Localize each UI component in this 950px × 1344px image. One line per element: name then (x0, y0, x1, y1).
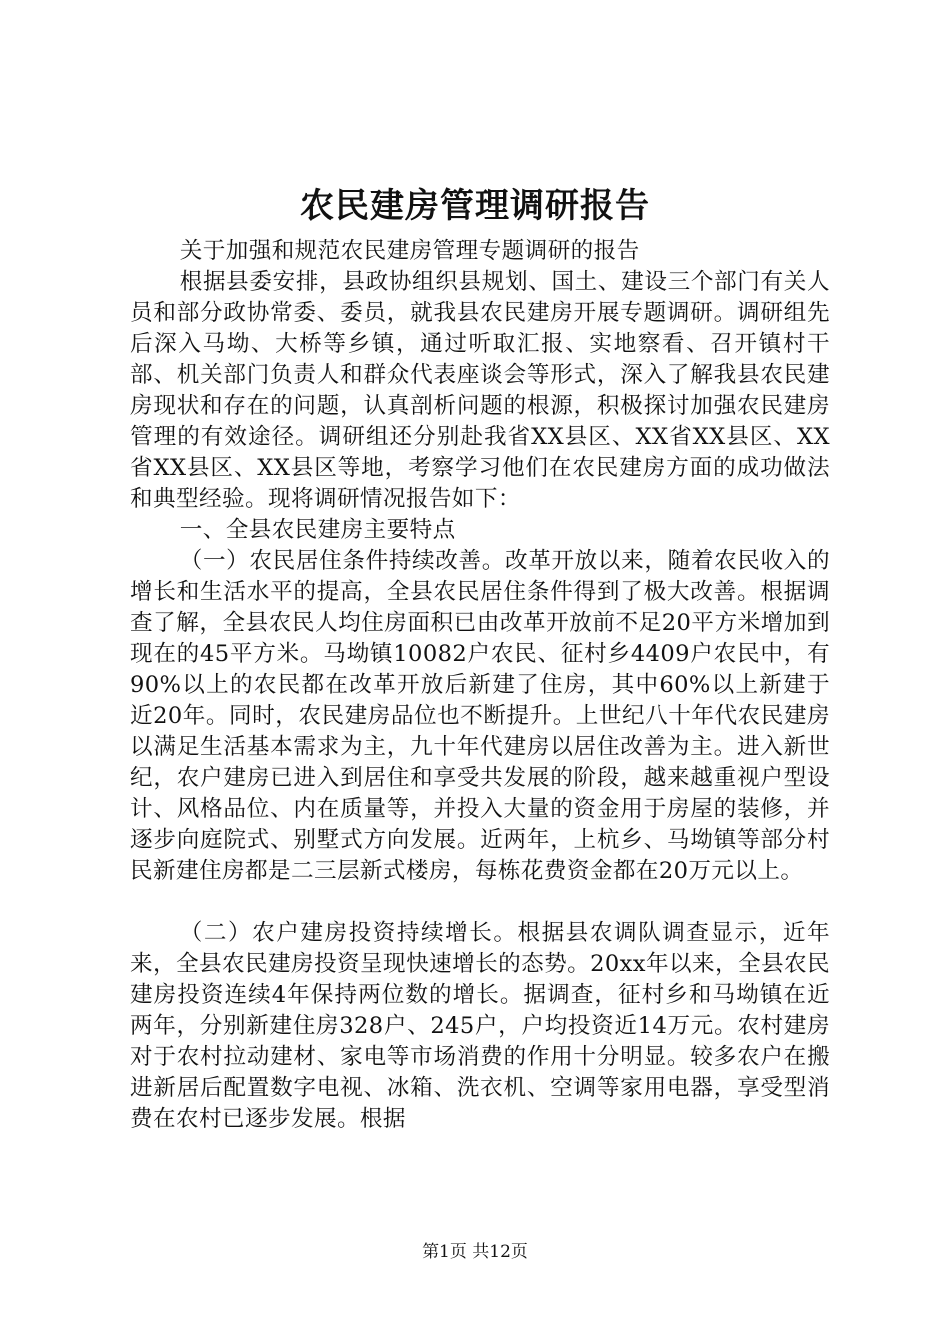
paragraph-subtitle: 关于加强和规范农民建房管理专题调研的报告 (179, 238, 640, 264)
paragraph-investment: （二）农户建房投资持续增长。根据县农调队调查显示，近年来，全县农民建房投资呈现快速增长的态势。20xx年以来，全县农民建房投资连续4年保持两位数的增长。据调查，征村乡和马坳镇在近两年，分别新建住房328户、245户，户均投资近14万元。农村建房对于农村拉动建材、家电等市场消费的作用十分明显。较多农户在搬进新居后配置数字电视、冰箱、洗衣机、空调等家用电器，享受型消费在农村已逐步发展。根据 (130, 920, 830, 1132)
document-body (130, 236, 830, 1135)
section-heading: 一、全县农民建房主要特点 (179, 517, 456, 543)
paragraph-intro: 根据县委安排，县政协组织县规划、国土、建设三个部门有关人员和部分政协常委、委员，就我县农民建房开展专题调研。调研组先后深入马坳、大桥等乡镇，通过听取汇报、实地察看、召开镇村干部、机关部门负责人和群众代表座谈会等形式，深入了解我县农民建房现状和存在的问题，认真剖析问题的根源，积极探讨加强农民建房管理的有效途径。调研组还分别赴我省XX县区、XX省XX县区、XX省XX县区、XX县区等地，考察学习他们在农民建房方面的成功做法和典型经验。现将调研情况报告如下： (130, 269, 830, 512)
paragraph-living-conditions: （一）农民居住条件持续改善。改革开放以来，随着农民收入的增长和生活水平的提高，全县农民居住条件得到了极大改善。根据调查了解，全县农民人均住房面积已由改革开放前不足20平方米增加到现在的45平方米。马坳镇10082户农民、征村乡4409户农民中，有90%以上的农民都在改革开放后新建了住房，其中60%以上新建于近20年。同时，农民建房品位也不断提升。上世纪八十年代农民建房以满足生活基本需求为主，九十年代建房以居住改善为主。进入新世纪，农户建房已进入到居住和享受共发展的阶段，越来越重视户型设计、风格品位、内在质量等，并投入大量的资金用于房屋的装修，并逐步向庭院式、别墅式方向发展。近两年，上杭乡、马坳镇等部分村民新建住房都是二三层新式楼房，每栋花费资金都在20万元以上。 (130, 548, 830, 884)
document-title: 农民建房管理调研报告 (300, 186, 650, 226)
page-number-footer: 第1页 共12页 (422, 1242, 528, 1262)
